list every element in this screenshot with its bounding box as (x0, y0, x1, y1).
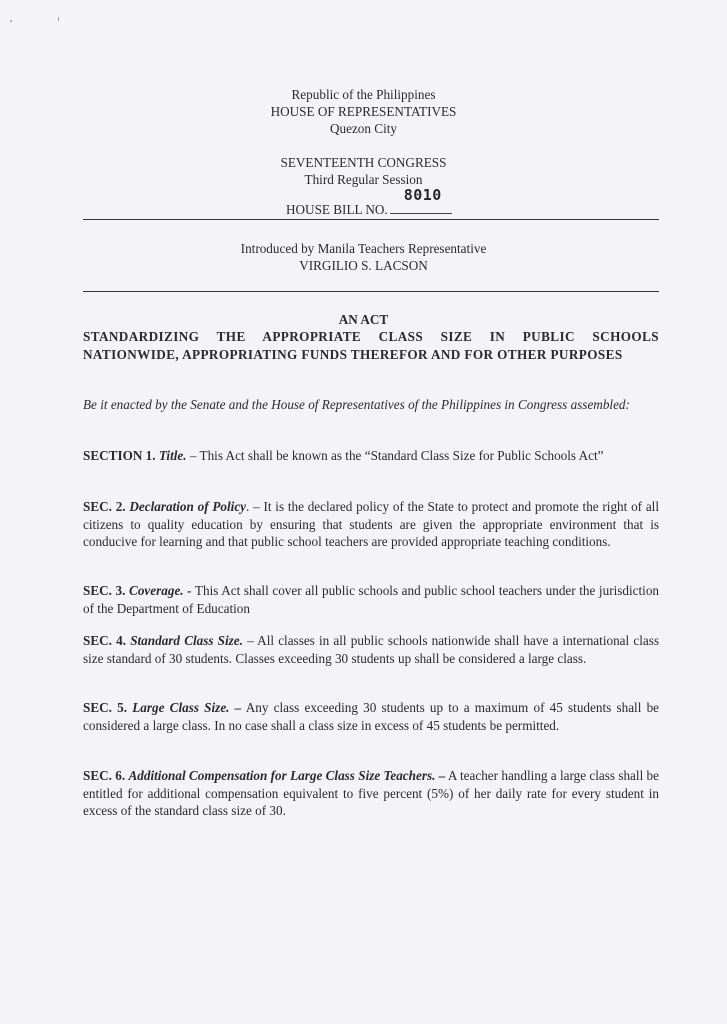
house-line: HOUSE OF REPRESENTATIVES (270, 104, 457, 119)
section-label: SECTION 1. (83, 448, 156, 463)
section-title: Title. (158, 448, 187, 463)
act-title: STANDARDIZING THE APPROPRIATE CLASS SIZE IN PUBLIC SCHOOLS NATIONWIDE, APPROPRIATING FUNDS THEREFOR AND FOR OTHER PURPOSES (83, 329, 659, 362)
act-heading: AN ACT (338, 312, 389, 327)
section-body: A teacher handling a large class shall be entitled for additional compensation equivalent to five percent (5%) of her daily rate for every student in excess of the standard class size of 30. (83, 768, 659, 818)
section-body: – All classes in all public schools nationwide shall have a international class size standard of 30 students. Classes exceeding 30 students up shall be considered a large class. (83, 633, 659, 666)
divider-top (83, 219, 659, 220)
section-label: SEC. 4. (83, 633, 127, 648)
house-bill-number (286, 186, 452, 218)
introducer-name: VIRGILIO S. LACSON (299, 258, 428, 273)
section-label: SEC. 5. (83, 700, 128, 715)
divider-bottom (83, 291, 659, 292)
section-4 (83, 632, 659, 667)
bill-label: HOUSE BILL NO. (286, 202, 388, 217)
section-title: Standard Class Size. (130, 633, 243, 648)
section-5 (83, 699, 659, 734)
section-title: Additional Compensation for Large Class Size Teachers. – (128, 768, 446, 783)
scan-speck (58, 17, 59, 21)
section-title: Declaration of Policy (129, 499, 247, 514)
city-line: Quezon City (329, 121, 398, 136)
section-label: SEC. 2. (83, 499, 126, 514)
section-title: Large Class Size. – (132, 700, 242, 715)
section-body: Any class exceeding 30 students up to a maximum of 45 students shall be considered a large class. In no case shall a class size in excess of 45 students be permitted. (83, 700, 660, 733)
republic-line: Republic of the Philippines (291, 87, 436, 102)
scan-speck (10, 20, 12, 22)
section-label: SEC. 6. (83, 768, 126, 783)
section-3 (83, 582, 659, 617)
section-2 (83, 498, 659, 551)
introducer-line: Introduced by Manila Teachers Representative (240, 241, 487, 256)
section-body: . – It is the declared policy of the State to protect and promote the right of all citizens to quality education by ensuring that students are given the appropriate environment that is conducive for learning and that public school teachers are provided appropriate teaching conditions. (83, 499, 660, 549)
enacting-clause: Be it enacted by the Senate and the House of Representatives of the Philippines in Congress assembled: (83, 397, 630, 412)
section-label: SEC. 3. (83, 583, 126, 598)
congress-line: SEVENTEENTH CONGRESS (280, 155, 447, 170)
section-6 (83, 767, 659, 820)
section-title: Coverage. - (129, 583, 192, 598)
bill-number-stamp: 8010 (403, 186, 442, 204)
session-line: Third Regular Session (304, 172, 423, 187)
bill-number-blank (390, 186, 452, 214)
section-body: This Act shall cover all public schools and public school teachers under the jurisdiction of the Department of Education (83, 583, 660, 616)
section-body: – This Act shall be known as the “Standard Class Size for Public Schools Act” (186, 448, 604, 463)
section-1 (83, 447, 659, 465)
